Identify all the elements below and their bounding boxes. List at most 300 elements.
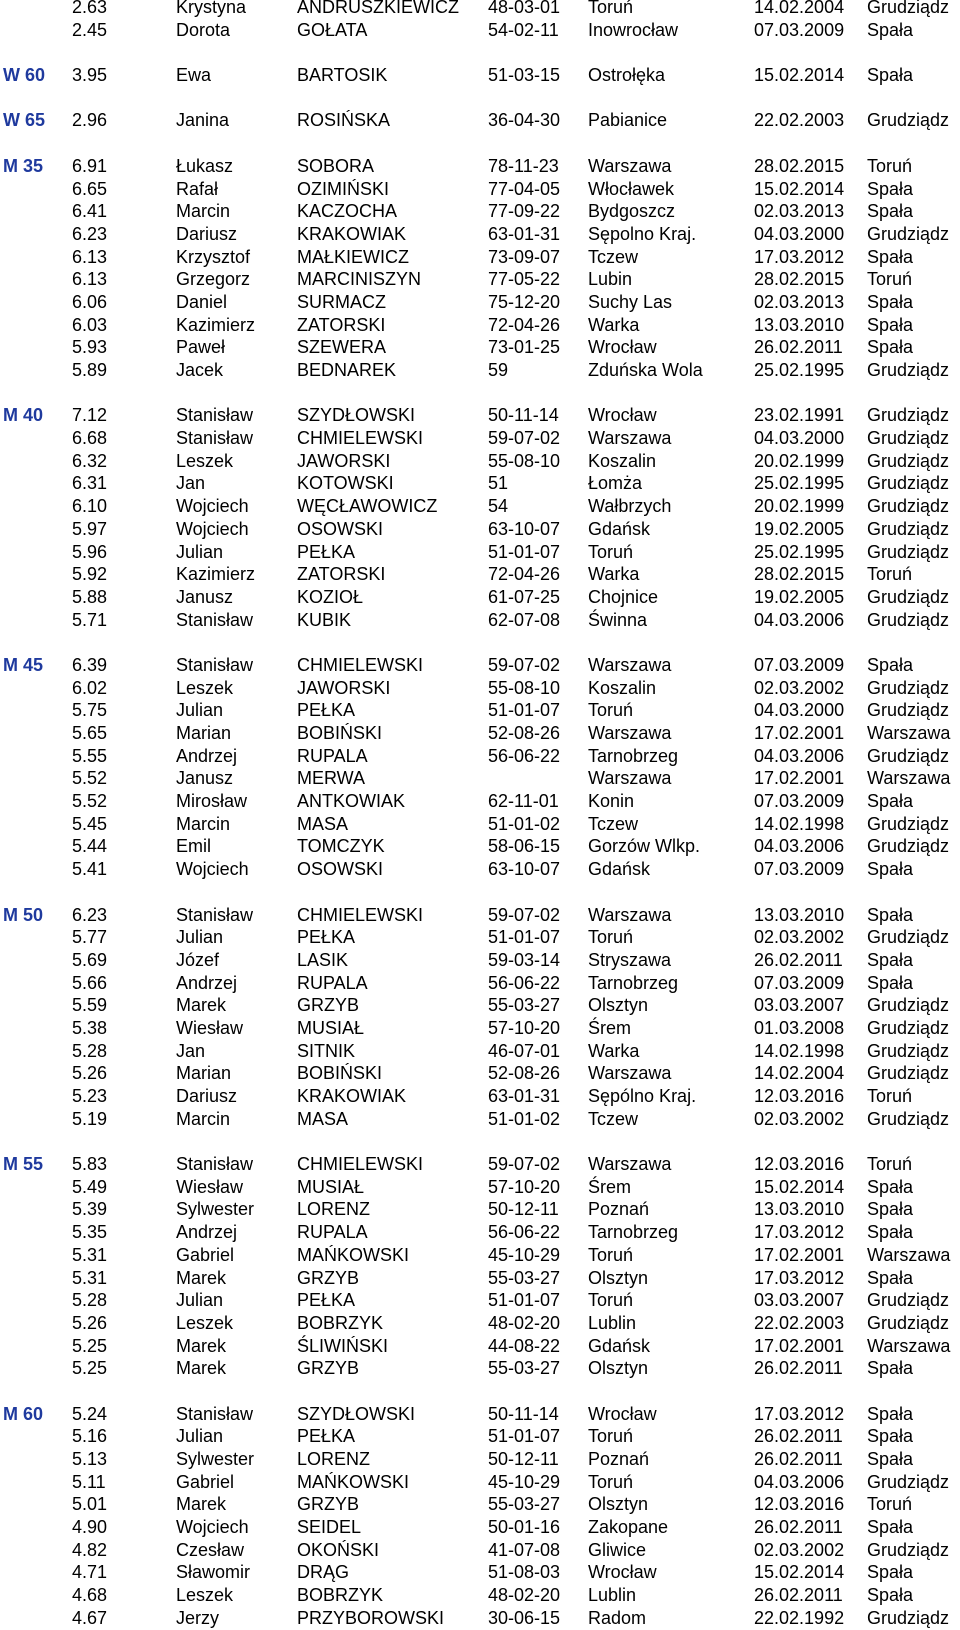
first-name-cell: Sylwester [176, 1199, 255, 1220]
first-name-cell: Jacek [176, 360, 224, 380]
category-label: W 60 [3, 65, 46, 86]
birth-date-cell: 55-03-27 [488, 1358, 561, 1379]
record-row [0, 178, 960, 201]
last-name-cell: RUPALA [297, 745, 368, 766]
club-city-cell: Inowrocław [588, 19, 679, 40]
result-cell: 6.03 [72, 314, 108, 335]
venue-cell: Grudziądz [867, 1607, 950, 1628]
record-row [0, 155, 960, 178]
last-name-cell: ZATORSKI [297, 314, 386, 335]
date-cell: 13.03.2010 [754, 1199, 845, 1220]
category-label: M 55 [3, 1154, 44, 1175]
last-name-cell: BOBIŃSKI [297, 723, 383, 743]
record-row [0, 1335, 960, 1358]
birth-date-cell: 48-03-01 [488, 0, 561, 17]
result-cell: 5.83 [72, 1154, 108, 1175]
club-city-cell: Toruń [588, 1471, 634, 1492]
result-cell: 6.32 [72, 450, 108, 471]
club-city-cell: Zduńska Wola [588, 360, 703, 380]
birth-date-cell: 55-03-27 [488, 1494, 561, 1515]
first-name-cell: Kazimierz [176, 564, 256, 585]
record-row [0, 1289, 960, 1312]
first-name-cell: Grzegorz [176, 269, 251, 290]
record-row [0, 1561, 960, 1584]
birth-date-cell: 59-07-02 [488, 654, 561, 675]
result-cell: 5.77 [72, 927, 108, 948]
first-name-cell: Wojciech [176, 518, 249, 539]
category-label: W 65 [3, 110, 46, 131]
date-cell: 15.02.2014 [754, 1562, 845, 1583]
first-name-cell: Leszek [176, 1585, 234, 1606]
venue-cell: Grudziądz [867, 518, 950, 539]
record-row [0, 994, 960, 1017]
first-name-cell: Julian [176, 541, 224, 562]
venue-cell: Grudziądz [867, 405, 950, 426]
club-city-cell: Tarnobrzeg [588, 1222, 679, 1243]
last-name-cell: BOBIŃSKI [297, 1063, 383, 1084]
venue-cell: Spała [867, 1267, 914, 1288]
date-cell: 15.02.2014 [754, 1176, 845, 1197]
record-row [0, 926, 960, 949]
birth-date-cell: 51-03-15 [488, 65, 561, 86]
venue-cell: Grudziądz [867, 1108, 950, 1129]
last-name-cell: ROSIŃSKA [297, 110, 391, 131]
venue-cell: Grudziądz [867, 836, 950, 857]
last-name-cell: MAŁKIEWICZ [297, 246, 410, 267]
club-city-cell: Wałbrzych [588, 496, 672, 517]
first-name-cell: Jan [176, 1040, 206, 1061]
birth-date-cell: 59-03-14 [488, 949, 561, 970]
club-city-cell: Tarnobrzeg [588, 972, 679, 993]
result-cell: 5.52 [72, 768, 108, 789]
date-cell: 26.02.2011 [754, 1517, 843, 1538]
birth-date-cell: 58-06-15 [488, 836, 561, 857]
record-row [0, 1221, 960, 1244]
first-name-cell: Marcin [176, 813, 231, 834]
first-name-cell: Janusz [176, 586, 234, 607]
record-row [0, 790, 960, 813]
date-cell: 26.02.2011 [754, 1585, 843, 1606]
venue-cell: Spała [867, 246, 914, 267]
result-cell: 6.13 [72, 269, 108, 290]
result-cell: 5.01 [72, 1494, 108, 1515]
venue-cell: Spała [867, 1449, 914, 1469]
date-cell: 12.03.2016 [754, 1154, 845, 1175]
club-city-cell: Pabianice [588, 110, 668, 131]
date-cell: 20.02.1999 [754, 450, 845, 471]
record-row [0, 359, 960, 382]
venue-cell: Warszawa [867, 1335, 951, 1356]
last-name-cell: KRAKOWIAK [297, 223, 407, 244]
club-city-cell: Gorzów Wlkp. [588, 836, 701, 857]
date-cell: 23.02.1991 [754, 405, 845, 426]
category-label: M 45 [3, 654, 44, 675]
first-name-cell: Daniel [176, 291, 228, 312]
venue-cell: Grudziądz [867, 1471, 950, 1492]
venue-cell: Grudziądz [867, 677, 950, 698]
date-cell: 03.03.2007 [754, 995, 845, 1016]
first-name-cell: Mirosław [176, 791, 248, 812]
record-row [0, 495, 960, 518]
date-cell: 17.02.2001 [754, 1244, 845, 1265]
first-name-cell: Emil [176, 836, 211, 857]
result-cell: 5.11 [72, 1471, 106, 1492]
record-row [0, 722, 960, 745]
club-city-cell: Lublin [588, 1585, 637, 1606]
record-row [0, 223, 960, 246]
birth-date-cell: 73-01-25 [488, 337, 561, 358]
last-name-cell: MUSIAŁ [297, 1176, 365, 1197]
last-name-cell: ANTKOWIAK [297, 791, 406, 812]
venue-cell: Grudziądz [867, 496, 950, 517]
venue-cell: Spała [867, 1176, 914, 1197]
result-cell: 4.68 [72, 1585, 108, 1606]
record-row [0, 972, 960, 995]
venue-cell: Grudziądz [867, 1312, 950, 1333]
first-name-cell: Sylwester [176, 1449, 255, 1469]
record-row [0, 109, 960, 132]
first-name-cell: Dariusz [176, 223, 238, 244]
birth-date-cell: 59-07-02 [488, 904, 561, 925]
club-city-cell: Olsztyn [588, 995, 649, 1016]
club-city-cell: Warszawa [588, 1063, 672, 1084]
result-cell: 5.96 [72, 541, 108, 562]
club-city-cell: Gdańsk [588, 518, 651, 539]
result-cell: 5.26 [72, 1063, 108, 1084]
club-city-cell: Warszawa [588, 428, 672, 449]
result-cell: 5.45 [72, 813, 108, 834]
last-name-cell: KRAKOWIAK [297, 1086, 407, 1106]
club-city-cell: Koszalin [588, 450, 657, 471]
venue-cell: Grudziądz [867, 1017, 950, 1038]
last-name-cell: LASIK [297, 949, 349, 970]
date-cell: 04.03.2006 [754, 1471, 845, 1492]
first-name-cell: Marcin [176, 1108, 231, 1129]
club-city-cell: Świnna [588, 609, 648, 630]
record-row [0, 835, 960, 858]
last-name-cell: BARTOSIK [297, 65, 388, 86]
date-cell: 02.03.2002 [754, 927, 845, 948]
first-name-cell: Gabriel [176, 1244, 235, 1265]
result-cell: 6.41 [72, 201, 108, 222]
record-row [0, 767, 960, 790]
club-city-cell: Konin [588, 791, 635, 812]
last-name-cell: CHMIELEWSKI [297, 428, 424, 449]
venue-cell: Spała [867, 904, 914, 925]
result-cell: 5.28 [72, 1290, 108, 1311]
last-name-cell: BEDNAREK [297, 360, 397, 380]
date-cell: 15.02.2014 [754, 178, 845, 199]
record-row [0, 541, 960, 564]
birth-date-cell: 45-10-29 [488, 1471, 561, 1492]
result-cell: 6.23 [72, 904, 108, 925]
date-cell: 17.02.2001 [754, 1335, 845, 1356]
birth-date-cell: 77-09-22 [488, 201, 561, 222]
record-row [0, 1403, 960, 1426]
result-cell: 5.25 [72, 1335, 108, 1356]
first-name-cell: Marek [176, 1494, 227, 1515]
venue-cell: Spała [867, 19, 914, 40]
last-name-cell: GRZYB [297, 1267, 360, 1288]
record-row [0, 609, 960, 632]
record-row [0, 904, 960, 927]
venue-cell: Grudziądz [867, 428, 950, 449]
date-cell: 17.03.2012 [754, 246, 845, 267]
club-city-cell: Toruń [588, 1426, 634, 1447]
birth-date-cell: 55-08-10 [488, 677, 561, 698]
result-cell: 5.28 [72, 1040, 108, 1061]
venue-cell: Spała [867, 1199, 914, 1220]
last-name-cell: CHMIELEWSKI [297, 1154, 424, 1175]
birth-date-cell: 51-01-02 [488, 813, 561, 834]
result-cell: 7.12 [72, 405, 108, 426]
date-cell: 13.03.2010 [754, 314, 845, 335]
record-row [0, 813, 960, 836]
club-city-cell: Tczew [588, 813, 639, 834]
last-name-cell: OSOWSKI [297, 859, 384, 880]
first-name-cell: Janusz [176, 768, 234, 789]
first-name-cell: Marek [176, 1267, 227, 1288]
date-cell: 14.02.2004 [754, 1063, 845, 1084]
record-row [0, 1017, 960, 1040]
date-cell: 20.02.1999 [754, 496, 845, 517]
first-name-cell: Julian [176, 700, 224, 721]
club-city-cell: Wrocław [588, 1562, 657, 1583]
first-name-cell: Leszek [176, 450, 234, 471]
result-cell: 5.35 [72, 1222, 108, 1243]
date-cell: 04.03.2000 [754, 428, 845, 449]
last-name-cell: MARCINISZYN [297, 269, 422, 290]
club-city-cell: Gdańsk [588, 859, 651, 880]
birth-date-cell: 51-01-07 [488, 927, 561, 948]
club-city-cell: Warszawa [588, 654, 672, 675]
club-city-cell: Łomża [588, 473, 643, 494]
birth-date-cell: 59 [488, 360, 509, 380]
first-name-cell: Dariusz [176, 1086, 238, 1106]
birth-date-cell: 44-08-22 [488, 1335, 561, 1356]
result-cell: 5.92 [72, 564, 108, 585]
birth-date-cell: 55-03-27 [488, 995, 561, 1016]
birth-date-cell: 59-07-02 [488, 428, 561, 449]
club-city-cell: Toruń [588, 1244, 634, 1265]
last-name-cell: SZYDŁOWSKI [297, 405, 416, 426]
last-name-cell: JAWORSKI [297, 677, 391, 698]
record-row [0, 1040, 960, 1063]
venue-cell: Toruń [867, 1086, 913, 1106]
date-cell: 02.03.2002 [754, 1108, 845, 1129]
first-name-cell: Janina [176, 110, 230, 131]
birth-date-cell: 63-10-07 [488, 859, 561, 880]
result-cell: 6.10 [72, 496, 108, 517]
first-name-cell: Łukasz [176, 155, 234, 176]
category-label: M 60 [3, 1403, 44, 1424]
record-row [0, 1425, 960, 1448]
date-cell: 25.02.1995 [754, 360, 845, 380]
first-name-cell: Stanisław [176, 405, 254, 426]
first-name-cell: Leszek [176, 1312, 234, 1333]
club-city-cell: Wrocław [588, 405, 657, 426]
club-city-cell: Warszawa [588, 768, 672, 789]
date-cell: 17.02.2001 [754, 768, 845, 789]
first-name-cell: Kazimierz [176, 314, 256, 335]
birth-date-cell: 55-03-27 [488, 1267, 561, 1288]
result-cell: 5.89 [72, 360, 108, 380]
date-cell: 28.02.2015 [754, 269, 845, 290]
last-name-cell: PEŁKA [297, 700, 356, 721]
last-name-cell: OSOWSKI [297, 518, 384, 539]
record-row [0, 1471, 960, 1494]
club-city-cell: Warka [588, 564, 640, 585]
result-cell: 4.71 [72, 1562, 108, 1583]
record-row [0, 563, 960, 586]
result-cell: 5.88 [72, 586, 108, 607]
record-row [0, 1267, 960, 1290]
date-cell: 04.03.2006 [754, 836, 845, 857]
venue-cell: Grudziądz [867, 1063, 950, 1084]
first-name-cell: Wiesław [176, 1176, 244, 1197]
birth-date-cell: 50-12-11 [488, 1199, 559, 1220]
birth-date-cell: 51-01-07 [488, 700, 561, 721]
category-label: M 40 [3, 405, 44, 426]
venue-cell: Warszawa [867, 1244, 951, 1265]
date-cell: 13.03.2010 [754, 904, 845, 925]
date-cell: 14.02.1998 [754, 813, 845, 834]
date-cell: 14.02.1998 [754, 1040, 845, 1061]
record-row [0, 404, 960, 427]
birth-date-cell: 50-11-14 [488, 405, 559, 426]
club-city-cell: Tczew [588, 1108, 639, 1129]
last-name-cell: ZATORSKI [297, 564, 386, 585]
result-cell: 5.23 [72, 1086, 108, 1106]
result-cell: 2.45 [72, 19, 108, 40]
birth-date-cell: 51-01-07 [488, 541, 561, 562]
last-name-cell: SITNIK [297, 1040, 356, 1061]
record-row [0, 518, 960, 541]
club-city-cell: Lubin [588, 269, 633, 290]
first-name-cell: Wojciech [176, 496, 249, 517]
last-name-cell: RUPALA [297, 972, 368, 993]
result-cell: 5.52 [72, 791, 108, 812]
result-cell: 5.31 [72, 1244, 108, 1265]
last-name-cell: MAŃKOWSKI [297, 1471, 410, 1492]
venue-cell: Spała [867, 201, 914, 222]
result-cell: 6.31 [72, 473, 108, 494]
first-name-cell: Marek [176, 1358, 227, 1379]
venue-cell: Spała [867, 1426, 914, 1447]
first-name-cell: Andrzej [176, 1222, 238, 1243]
record-row [0, 427, 960, 450]
last-name-cell: RUPALA [297, 1222, 368, 1243]
venue-cell: Spała [867, 1222, 914, 1243]
record-row [0, 246, 960, 269]
birth-date-cell: 72-04-26 [488, 564, 561, 585]
date-cell: 26.02.2011 [754, 949, 843, 970]
date-cell: 15.02.2014 [754, 65, 845, 86]
last-name-cell: PRZYBOROWSKI [297, 1607, 445, 1628]
last-name-cell: WĘCŁAWOWICZ [297, 496, 438, 517]
club-city-cell: Koszalin [588, 677, 657, 698]
birth-date-cell: 77-05-22 [488, 269, 561, 290]
first-name-cell: Stanisław [176, 1403, 254, 1424]
record-row [0, 858, 960, 881]
date-cell: 28.02.2015 [754, 155, 845, 176]
record-row [0, 1493, 960, 1516]
result-cell: 5.49 [72, 1176, 108, 1197]
venue-cell: Spała [867, 654, 914, 675]
club-city-cell: Włocławek [588, 178, 675, 199]
record-row [0, 1357, 960, 1380]
record-row [0, 654, 960, 677]
result-cell: 5.71 [72, 609, 108, 630]
club-city-cell: Olsztyn [588, 1267, 649, 1288]
result-cell: 6.06 [72, 291, 108, 312]
record-row [0, 0, 960, 19]
first-name-cell: Julian [176, 927, 224, 948]
club-city-cell: Śrem [588, 1017, 632, 1038]
last-name-cell: CHMIELEWSKI [297, 654, 424, 675]
venue-cell: Spała [867, 65, 914, 86]
venue-cell: Spała [867, 291, 914, 312]
first-name-cell: Andrzej [176, 972, 238, 993]
birth-date-cell: 50-12-11 [488, 1449, 559, 1469]
birth-date-cell: 77-04-05 [488, 178, 561, 199]
club-city-cell: Warszawa [588, 904, 672, 925]
date-cell: 22.02.2003 [754, 110, 845, 131]
record-row [0, 472, 960, 495]
birth-date-cell: 41-07-08 [488, 1539, 561, 1560]
club-city-cell: Sępolno Kraj. [588, 223, 697, 244]
result-cell: 5.38 [72, 1017, 108, 1038]
last-name-cell: SZYDŁOWSKI [297, 1403, 416, 1424]
result-cell: 5.59 [72, 995, 108, 1016]
record-row [0, 1085, 960, 1108]
birth-date-cell: 57-10-20 [488, 1176, 561, 1197]
first-name-cell: Paweł [176, 337, 226, 358]
record-row [0, 1539, 960, 1562]
first-name-cell: Marcin [176, 201, 231, 222]
date-cell: 25.02.1995 [754, 473, 845, 494]
club-city-cell: Stryszawa [588, 949, 672, 970]
birth-date-cell: 51-01-07 [488, 1290, 561, 1311]
record-row [0, 200, 960, 223]
record-row [0, 19, 960, 42]
record-row [0, 699, 960, 722]
first-name-cell: Stanisław [176, 904, 254, 925]
last-name-cell: BOBRZYK [297, 1585, 384, 1606]
first-name-cell: Stanisław [176, 609, 254, 630]
date-cell: 02.03.2002 [754, 1539, 845, 1560]
result-cell: 5.69 [72, 949, 108, 970]
birth-date-cell: 55-08-10 [488, 450, 561, 471]
record-row [0, 1584, 960, 1607]
club-city-cell: Śrem [588, 1176, 632, 1197]
last-name-cell: MASA [297, 813, 349, 834]
last-name-cell: OKOŃSKI [297, 1539, 380, 1560]
date-cell: 04.03.2006 [754, 745, 845, 766]
date-cell: 02.03.2013 [754, 291, 845, 312]
birth-date-cell: 50-11-14 [488, 1403, 559, 1424]
last-name-cell: SZEWERA [297, 337, 387, 358]
birth-date-cell: 51-01-07 [488, 1426, 561, 1447]
birth-date-cell: 45-10-29 [488, 1244, 561, 1265]
first-name-cell: Jan [176, 473, 206, 494]
result-cell: 5.13 [72, 1449, 108, 1469]
first-name-cell: Marek [176, 1335, 227, 1356]
birth-date-cell: 54-02-11 [488, 19, 559, 40]
venue-cell: Toruń [867, 1154, 913, 1175]
record-row [0, 1448, 960, 1471]
date-cell: 01.03.2008 [754, 1017, 845, 1038]
